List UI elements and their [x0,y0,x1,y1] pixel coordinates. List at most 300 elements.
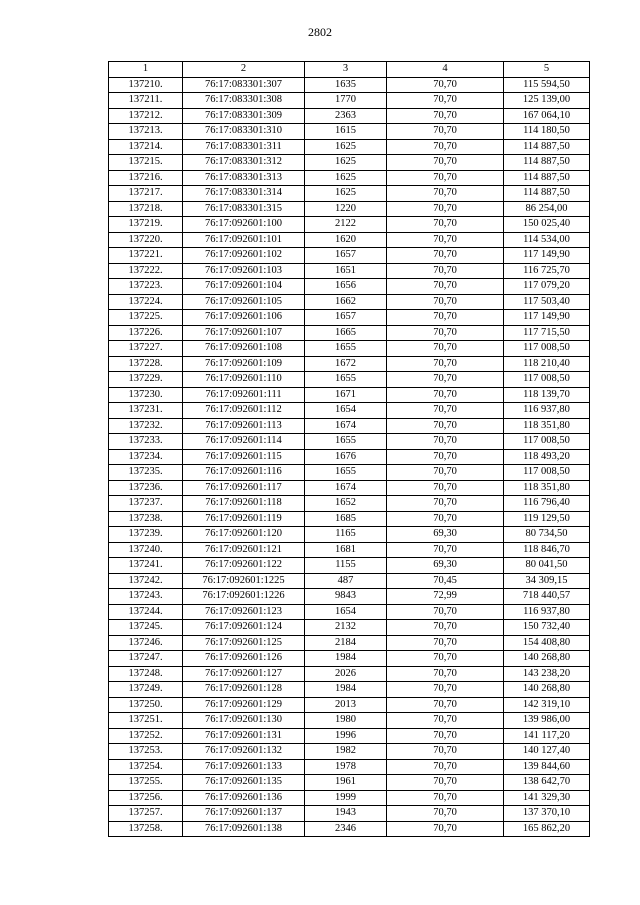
rate-cell: 70,70 [387,728,504,744]
cadastral-number-cell: 76:17:092601:135 [183,775,305,791]
cadastral-number-cell: 76:17:092601:130 [183,713,305,729]
cadastral-number-cell: 76:17:092601:129 [183,697,305,713]
row-number-cell: 137252. [109,728,183,744]
amount-cell: 118 351,80 [504,480,590,496]
rate-cell: 70,70 [387,418,504,434]
area-cell: 1681 [305,542,387,558]
area-cell: 1165 [305,527,387,543]
row-number-cell: 137234. [109,449,183,465]
area-cell: 2132 [305,620,387,636]
table-row [109,635,590,651]
rate-cell: 70,70 [387,775,504,791]
amount-cell: 118 139,70 [504,387,590,403]
row-number-cell: 137231. [109,403,183,419]
cadastral-number-cell: 76:17:092601:108 [183,341,305,357]
amount-cell: 150 732,40 [504,620,590,636]
rate-cell: 70,70 [387,697,504,713]
row-number-cell: 137219. [109,217,183,233]
rate-cell: 70,70 [387,790,504,806]
data-table [108,61,590,837]
table-row [109,217,590,233]
rate-cell: 70,70 [387,713,504,729]
area-cell: 1961 [305,775,387,791]
row-number-cell: 137240. [109,542,183,558]
table-row [109,279,590,295]
table-body [109,77,590,837]
area-cell: 1665 [305,325,387,341]
row-number-cell: 137235. [109,465,183,481]
row-number-cell: 137256. [109,790,183,806]
cadastral-number-cell: 76:17:092601:124 [183,620,305,636]
table-row [109,387,590,403]
rate-cell: 70,70 [387,682,504,698]
area-cell: 1635 [305,77,387,93]
area-cell: 1999 [305,790,387,806]
cadastral-number-cell: 76:17:092601:106 [183,310,305,326]
area-cell: 1943 [305,806,387,822]
row-number-cell: 137213. [109,124,183,140]
amount-cell: 139 844,60 [504,759,590,775]
rate-cell: 70,70 [387,480,504,496]
row-number-cell: 137233. [109,434,183,450]
rate-cell: 70,70 [387,248,504,264]
area-cell: 1674 [305,418,387,434]
amount-cell: 116 937,80 [504,604,590,620]
amount-cell: 718 440,57 [504,589,590,605]
table-row [109,790,590,806]
row-number-cell: 137212. [109,108,183,124]
amount-cell: 115 594,50 [504,77,590,93]
rate-cell: 70,70 [387,387,504,403]
area-cell: 1676 [305,449,387,465]
row-number-cell: 137232. [109,418,183,434]
table-row [109,434,590,450]
rate-cell: 70,70 [387,139,504,155]
table-row [109,697,590,713]
amount-cell: 114 887,50 [504,186,590,202]
cadastral-number-cell: 76:17:092601:116 [183,465,305,481]
cadastral-number-cell: 76:17:092601:107 [183,325,305,341]
amount-cell: 34 309,15 [504,573,590,589]
amount-cell: 141 117,20 [504,728,590,744]
cadastral-number-cell: 76:17:092601:104 [183,279,305,295]
area-cell: 1984 [305,651,387,667]
amount-cell: 117 008,50 [504,465,590,481]
cadastral-number-cell: 76:17:092601:125 [183,635,305,651]
area-cell: 1685 [305,511,387,527]
area-cell: 1655 [305,341,387,357]
table-row [109,589,590,605]
area-cell: 1674 [305,480,387,496]
area-cell: 1654 [305,403,387,419]
rate-cell: 70,70 [387,449,504,465]
cadastral-number-cell: 76:17:092601:117 [183,480,305,496]
table-row [109,263,590,279]
cadastral-number-cell: 76:17:092601:101 [183,232,305,248]
amount-cell: 139 986,00 [504,713,590,729]
rate-cell: 70,70 [387,325,504,341]
table-row [109,651,590,667]
table-row [109,232,590,248]
area-cell: 1625 [305,170,387,186]
amount-cell: 117 079,20 [504,279,590,295]
cadastral-number-cell: 76:17:092601:115 [183,449,305,465]
rate-cell: 70,70 [387,759,504,775]
amount-cell: 114 887,50 [504,155,590,171]
cadastral-number-cell: 76:17:092601:138 [183,821,305,837]
cadastral-number-cell: 76:17:083301:315 [183,201,305,217]
cadastral-number-cell: 76:17:092601:1225 [183,573,305,589]
row-number-cell: 137246. [109,635,183,651]
table-row [109,666,590,682]
cadastral-number-cell: 76:17:092601:131 [183,728,305,744]
row-number-cell: 137211. [109,93,183,109]
table-row [109,759,590,775]
area-cell: 1656 [305,279,387,295]
column-header: 5 [504,62,590,78]
amount-cell: 143 238,20 [504,666,590,682]
area-cell: 2122 [305,217,387,233]
cadastral-number-cell: 76:17:092601:111 [183,387,305,403]
rate-cell: 70,70 [387,434,504,450]
row-number-cell: 137230. [109,387,183,403]
area-cell: 1978 [305,759,387,775]
cadastral-number-cell: 76:17:092601:121 [183,542,305,558]
rate-cell: 70,70 [387,666,504,682]
table-row [109,248,590,264]
area-cell: 1662 [305,294,387,310]
amount-cell: 138 642,70 [504,775,590,791]
table-row [109,170,590,186]
table-row [109,682,590,698]
header-row [109,62,590,78]
row-number-cell: 137244. [109,604,183,620]
area-cell: 1672 [305,356,387,372]
rate-cell: 70,70 [387,77,504,93]
amount-cell: 125 139,00 [504,93,590,109]
row-number-cell: 137217. [109,186,183,202]
area-cell: 1671 [305,387,387,403]
amount-cell: 165 862,20 [504,821,590,837]
table-row [109,155,590,171]
table-row [109,108,590,124]
area-cell: 1657 [305,310,387,326]
amount-cell: 167 064,10 [504,108,590,124]
table-row [109,77,590,93]
amount-cell: 80 734,50 [504,527,590,543]
cadastral-number-cell: 76:17:092601:112 [183,403,305,419]
table-row [109,713,590,729]
area-cell: 1770 [305,93,387,109]
area-cell: 1996 [305,728,387,744]
rate-cell: 70,70 [387,232,504,248]
amount-cell: 142 319,10 [504,697,590,713]
table-row [109,325,590,341]
cadastral-number-cell: 76:17:092601:118 [183,496,305,512]
table-row [109,542,590,558]
amount-cell: 117 008,50 [504,372,590,388]
cadastral-number-cell: 76:17:092601:100 [183,217,305,233]
row-number-cell: 137215. [109,155,183,171]
row-number-cell: 137242. [109,573,183,589]
rate-cell: 72,99 [387,589,504,605]
rate-cell: 70,70 [387,651,504,667]
rate-cell: 70,70 [387,155,504,171]
amount-cell: 117 008,50 [504,434,590,450]
cadastral-number-cell: 76:17:083301:309 [183,108,305,124]
row-number-cell: 137258. [109,821,183,837]
row-number-cell: 137220. [109,232,183,248]
page-number: 2802 [308,25,332,39]
cadastral-number-cell: 76:17:092601:128 [183,682,305,698]
row-number-cell: 137225. [109,310,183,326]
row-number-cell: 137247. [109,651,183,667]
rate-cell: 70,70 [387,263,504,279]
cadastral-number-cell: 76:17:092601:123 [183,604,305,620]
area-cell: 2363 [305,108,387,124]
amount-cell: 154 408,80 [504,635,590,651]
rate-cell: 70,70 [387,821,504,837]
rate-cell: 70,70 [387,372,504,388]
rate-cell: 70,70 [387,93,504,109]
rate-cell: 70,70 [387,356,504,372]
table-header [109,62,590,78]
column-header: 2 [183,62,305,78]
table-row [109,806,590,822]
cadastral-number-cell: 76:17:092601:102 [183,248,305,264]
area-cell: 1652 [305,496,387,512]
row-number-cell: 137237. [109,496,183,512]
table-row [109,341,590,357]
row-number-cell: 137250. [109,697,183,713]
rate-cell: 70,70 [387,465,504,481]
table-row [109,372,590,388]
cadastral-number-cell: 76:17:092601:136 [183,790,305,806]
amount-cell: 80 041,50 [504,558,590,574]
amount-cell: 116 725,70 [504,263,590,279]
rate-cell: 70,70 [387,635,504,651]
table-row [109,604,590,620]
amount-cell: 140 268,80 [504,682,590,698]
column-header: 1 [109,62,183,78]
row-number-cell: 137224. [109,294,183,310]
row-number-cell: 137248. [109,666,183,682]
rate-cell: 70,70 [387,217,504,233]
rate-cell: 70,70 [387,604,504,620]
table-row [109,480,590,496]
row-number-cell: 137249. [109,682,183,698]
row-number-cell: 137238. [109,511,183,527]
cadastral-number-cell: 76:17:092601:110 [183,372,305,388]
cadastral-number-cell: 76:17:083301:311 [183,139,305,155]
cadastral-number-cell: 76:17:083301:314 [183,186,305,202]
cadastral-number-cell: 76:17:083301:312 [183,155,305,171]
row-number-cell: 137243. [109,589,183,605]
table-row [109,527,590,543]
table-row [109,124,590,140]
area-cell: 1982 [305,744,387,760]
amount-cell: 114 887,50 [504,139,590,155]
cadastral-number-cell: 76:17:083301:313 [183,170,305,186]
amount-cell: 118 846,70 [504,542,590,558]
rate-cell: 69,30 [387,527,504,543]
rate-cell: 70,70 [387,186,504,202]
table-row [109,573,590,589]
row-number-cell: 137255. [109,775,183,791]
amount-cell: 114 887,50 [504,170,590,186]
cadastral-number-cell: 76:17:092601:132 [183,744,305,760]
area-cell: 1655 [305,465,387,481]
row-number-cell: 137241. [109,558,183,574]
row-number-cell: 137218. [109,201,183,217]
area-cell: 1651 [305,263,387,279]
table-row [109,186,590,202]
table-row [109,310,590,326]
row-number-cell: 137226. [109,325,183,341]
amount-cell: 117 503,40 [504,294,590,310]
row-number-cell: 137239. [109,527,183,543]
cadastral-number-cell: 76:17:092601:1226 [183,589,305,605]
amount-cell: 119 129,50 [504,511,590,527]
table-row [109,356,590,372]
area-cell: 487 [305,573,387,589]
row-number-cell: 137222. [109,263,183,279]
amount-cell: 140 127,40 [504,744,590,760]
row-number-cell: 137236. [109,480,183,496]
row-number-cell: 137214. [109,139,183,155]
rate-cell: 70,70 [387,620,504,636]
amount-cell: 117 008,50 [504,341,590,357]
table-row [109,775,590,791]
amount-cell: 140 268,80 [504,651,590,667]
area-cell: 1155 [305,558,387,574]
rate-cell: 70,45 [387,573,504,589]
amount-cell: 117 149,90 [504,248,590,264]
table-row [109,620,590,636]
table-row [109,294,590,310]
table-row [109,821,590,837]
amount-cell: 141 329,30 [504,790,590,806]
rate-cell: 70,70 [387,108,504,124]
amount-cell: 117 715,50 [504,325,590,341]
area-cell: 1625 [305,186,387,202]
table-row [109,93,590,109]
amount-cell: 116 796,40 [504,496,590,512]
amount-cell: 118 493,20 [504,449,590,465]
cadastral-number-cell: 76:17:092601:109 [183,356,305,372]
table-row [109,201,590,217]
column-header: 3 [305,62,387,78]
row-number-cell: 137216. [109,170,183,186]
amount-cell: 116 937,80 [504,403,590,419]
rate-cell: 70,70 [387,496,504,512]
area-cell: 2026 [305,666,387,682]
area-cell: 1655 [305,372,387,388]
row-number-cell: 137251. [109,713,183,729]
area-cell: 1615 [305,124,387,140]
area-cell: 1657 [305,248,387,264]
table-row [109,465,590,481]
cadastral-number-cell: 76:17:083301:307 [183,77,305,93]
row-number-cell: 137227. [109,341,183,357]
area-cell: 1625 [305,139,387,155]
row-number-cell: 137221. [109,248,183,264]
area-cell: 1620 [305,232,387,248]
cadastral-number-cell: 76:17:092601:120 [183,527,305,543]
rate-cell: 70,70 [387,201,504,217]
row-number-cell: 137253. [109,744,183,760]
row-number-cell: 137228. [109,356,183,372]
amount-cell: 86 254,00 [504,201,590,217]
cadastral-number-cell: 76:17:083301:308 [183,93,305,109]
cadastral-number-cell: 76:17:092601:119 [183,511,305,527]
rate-cell: 70,70 [387,124,504,140]
area-cell: 9843 [305,589,387,605]
amount-cell: 117 149,90 [504,310,590,326]
row-number-cell: 137245. [109,620,183,636]
cadastral-number-cell: 76:17:092601:103 [183,263,305,279]
amount-cell: 114 534,00 [504,232,590,248]
cadastral-number-cell: 76:17:092601:137 [183,806,305,822]
cadastral-number-cell: 76:17:092601:113 [183,418,305,434]
row-number-cell: 137210. [109,77,183,93]
rate-cell: 70,70 [387,511,504,527]
cadastral-number-cell: 76:17:092601:122 [183,558,305,574]
cadastral-number-cell: 76:17:092601:114 [183,434,305,450]
table-row [109,403,590,419]
rate-cell: 70,70 [387,806,504,822]
table-row [109,496,590,512]
row-number-cell: 137257. [109,806,183,822]
rate-cell: 70,70 [387,744,504,760]
area-cell: 1655 [305,434,387,450]
row-number-cell: 137223. [109,279,183,295]
table-row [109,728,590,744]
table-row [109,139,590,155]
rate-cell: 70,70 [387,403,504,419]
cadastral-number-cell: 76:17:092601:133 [183,759,305,775]
area-cell: 1220 [305,201,387,217]
rate-cell: 70,70 [387,170,504,186]
table-row [109,418,590,434]
rate-cell: 70,70 [387,279,504,295]
area-cell: 1984 [305,682,387,698]
rate-cell: 69,30 [387,558,504,574]
area-cell: 1980 [305,713,387,729]
amount-cell: 118 351,80 [504,418,590,434]
row-number-cell: 137254. [109,759,183,775]
amount-cell: 150 025,40 [504,217,590,233]
table-row [109,511,590,527]
cadastral-number-cell: 76:17:092601:127 [183,666,305,682]
area-cell: 2346 [305,821,387,837]
cadastral-number-cell: 76:17:092601:126 [183,651,305,667]
area-cell: 1625 [305,155,387,171]
table-row [109,558,590,574]
area-cell: 1654 [305,604,387,620]
table-row [109,449,590,465]
area-cell: 2013 [305,697,387,713]
cadastral-number-cell: 76:17:092601:105 [183,294,305,310]
table-row [109,744,590,760]
rate-cell: 70,70 [387,542,504,558]
rate-cell: 70,70 [387,310,504,326]
amount-cell: 118 210,40 [504,356,590,372]
column-header: 4 [387,62,504,78]
cadastral-number-cell: 76:17:083301:310 [183,124,305,140]
amount-cell: 114 180,50 [504,124,590,140]
row-number-cell: 137229. [109,372,183,388]
